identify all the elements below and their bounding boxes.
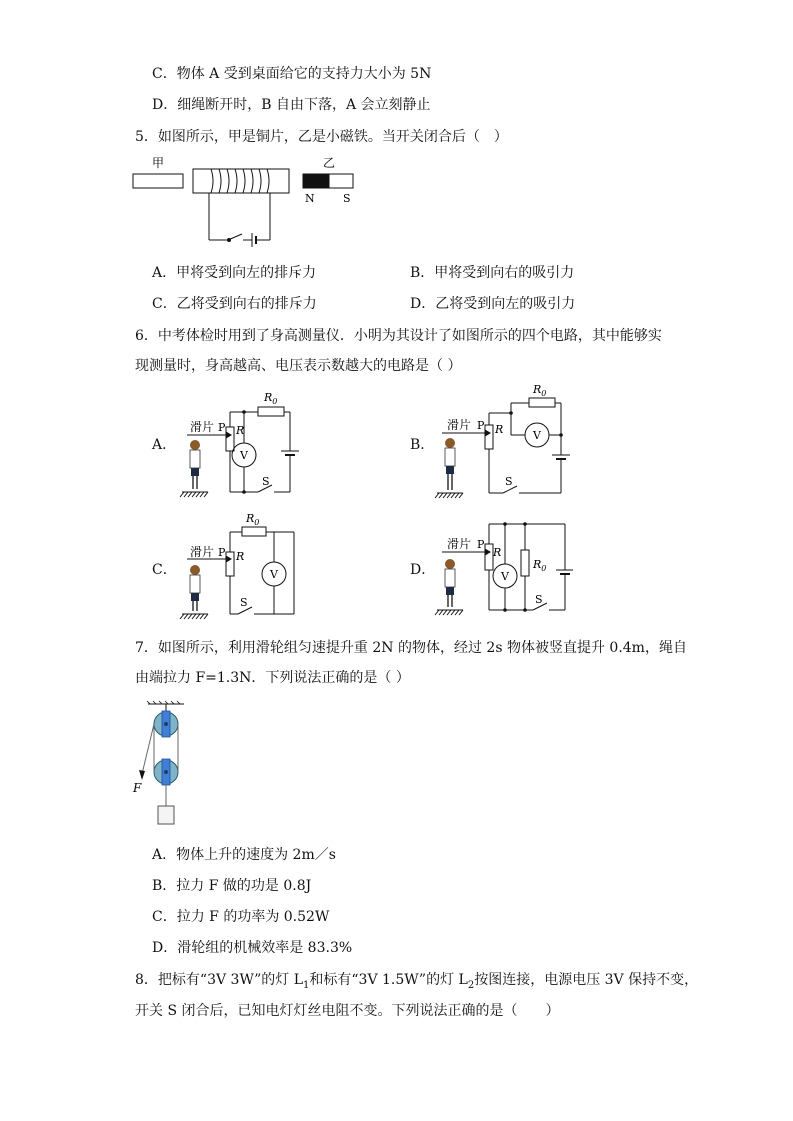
svg-text:R: R <box>236 550 245 563</box>
magnet-s-pole <box>329 174 353 188</box>
circuit-b <box>433 383 573 500</box>
student-figure <box>190 565 200 611</box>
q7-option-b: B．拉力 F 做的功是 0.8J <box>152 878 312 894</box>
student-figure <box>445 438 455 490</box>
force-arrow <box>139 770 145 780</box>
q7-pulley-figure <box>128 700 198 830</box>
circuit-c-letter: C． <box>152 562 177 578</box>
force-label: F <box>133 781 142 795</box>
circuit-a <box>178 385 308 500</box>
q8-stem-line2: 开关 S 闭合后，已知电灯灯丝电阻不变。下列说法正确的是（ ） <box>135 1003 560 1019</box>
svg-text:P: P <box>477 538 485 551</box>
svg-text:P: P <box>218 421 226 434</box>
svg-text:R: R <box>236 424 245 437</box>
q7-option-d: D．滑轮组的机械效率是 83.3% <box>152 940 353 956</box>
svg-text:R0: $R_0$ <box>533 383 547 398</box>
circuit-c <box>178 512 308 620</box>
q7-stem-line1: 7．如图所示，利用滑轮组匀速提升重 2N 的物体，经过 2s 物体被竖直提升 0.4m，绳自 <box>135 640 687 656</box>
fixed-pulley <box>154 711 178 737</box>
solenoid <box>193 169 289 193</box>
load-block <box>158 806 174 824</box>
movable-pulley <box>154 759 178 785</box>
svg-text:V: V <box>501 570 509 583</box>
magnet-n-pole <box>303 174 329 188</box>
q6-stem-line1: 6．中考体检时用到了身高测量仪．小明为其设计了如图所示的四个电路，其中能够实 <box>135 328 662 344</box>
svg-text:V: V <box>240 449 248 462</box>
q7-stem-line2: 由端拉力 F=1.3N．下列说法正确的是（ ） <box>135 670 410 686</box>
coil-circuit <box>209 193 270 247</box>
q4-option-d: D．细绳断开时，B 自由下落，A 会立刻静止 <box>152 97 431 113</box>
label-yi: 乙 <box>323 156 336 170</box>
svg-text:R: R <box>493 546 502 559</box>
svg-text:P: P <box>477 419 485 432</box>
q4-option-c: C．物体 A 受到桌面给它的支持力大小为 5N <box>152 66 432 82</box>
svg-text:R0: $R_0$ <box>533 558 547 573</box>
circuit-b-letter: B． <box>410 437 435 453</box>
svg-text:滑片: 滑片 <box>447 537 472 551</box>
copper-plate <box>133 174 183 188</box>
svg-text:S: S <box>535 593 543 606</box>
q7-option-a: A．物体上升的速度为 2m／s <box>152 847 336 863</box>
q5-figure <box>125 150 365 250</box>
svg-text:滑片: 滑片 <box>447 418 472 432</box>
q5-stem: 5．如图所示，甲是铜片，乙是小磁铁。当开关闭合后（ ） <box>135 129 508 145</box>
svg-text:S: S <box>262 475 270 488</box>
q5-option-d: D．乙将受到向左的吸引力 <box>410 296 576 312</box>
circuit-d <box>433 512 573 620</box>
q5-option-c: C．乙将受到向右的排斥力 <box>152 296 317 312</box>
svg-text:R: R <box>495 423 504 436</box>
svg-text:滑片: 滑片 <box>190 420 215 434</box>
svg-text:P: P <box>218 546 226 559</box>
svg-text:V: V <box>270 568 278 581</box>
svg-text:V: V <box>533 429 541 442</box>
student-figure <box>445 559 455 607</box>
pole-s-label: S <box>343 192 351 205</box>
q5-option-a: A．甲将受到向左的排斥力 <box>152 265 317 281</box>
svg-text:S: S <box>240 596 248 609</box>
q5-option-b: B．甲将受到向右的吸引力 <box>410 265 575 281</box>
svg-text:S: S <box>505 475 513 488</box>
q7-option-c: C．拉力 F 的功率为 0.52W <box>152 909 330 925</box>
student-figure <box>190 440 200 489</box>
circuit-d-letter: D． <box>410 562 436 578</box>
q8-stem-line1: 8．把标有“3V 3W”的灯 $L_1$和标有“3V 1.5W”的灯 $L_2$按图连接，电源电压 3V 保持不变， <box>135 972 699 991</box>
circuit-a-letter: A． <box>152 437 177 453</box>
label-jia: 甲 <box>152 156 165 170</box>
svg-text:滑片: 滑片 <box>190 545 215 559</box>
pole-n-label: N <box>305 192 315 205</box>
svg-text:R0: $R_0$ <box>246 512 260 527</box>
svg-text:R0: $R_0$ <box>264 391 278 406</box>
q6-stem-line2: 现测量时，身高越高、电压表示数越大的电路是（ ） <box>135 358 462 374</box>
